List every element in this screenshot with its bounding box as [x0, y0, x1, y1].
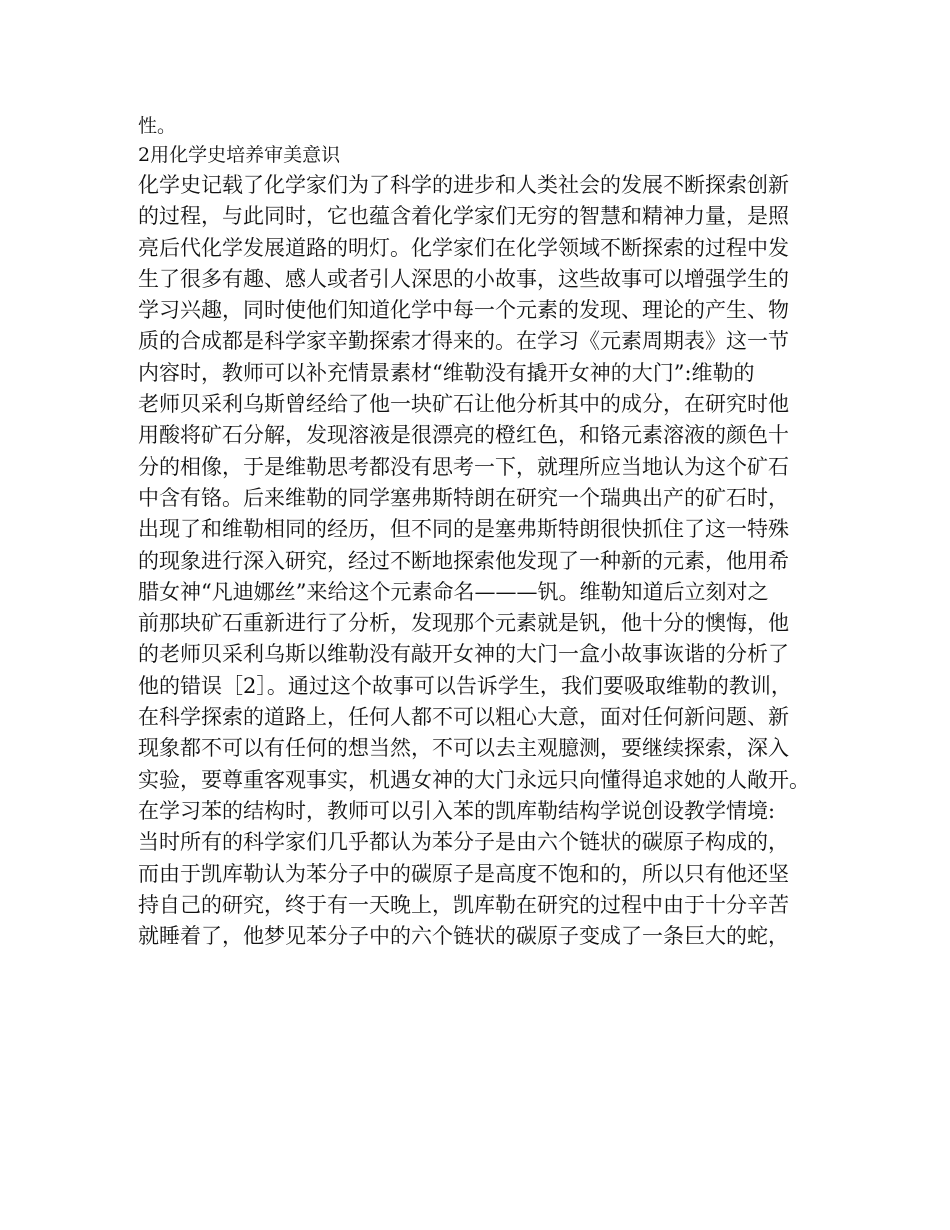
text-line: 持自己的研究，终于有一天晚上，凯库勒在研究的过程中由于十分辛苦	[138, 892, 789, 917]
text-line: 用酸将矿石分解，发现溶液是很漂亮的橙红色，和铬元素溶液的颜色十	[138, 423, 789, 448]
text-line: 老师贝采利乌斯曾经给了他一块矿石让他分析其中的成分，在研究时他	[138, 392, 789, 417]
section-heading: 2用化学史培养审美意识	[138, 144, 341, 166]
text-line: 在学习苯的结构时，教师可以引入苯的凯库勒结构学说创设教学情境:	[138, 798, 776, 823]
text-line: 腊女神“凡迪娜丝”来给这个元素命名———钒。维勒知道后立刻对之	[138, 579, 769, 604]
text-line: 内容时，教师可以补充情景素材“维勒没有撬开女神的大门”:维勒的	[138, 360, 755, 385]
text-line: 就睡着了，他梦见苯分子中的六个链状的碳原子变成了一条巨大的蛇，	[138, 924, 789, 949]
text-line: 生了很多有趣、感人或者引人深思的小故事，这些故事可以增强学生的	[138, 266, 789, 291]
text-line: 现象都不可以有任何的想当然，不可以去主观臆测，要继续探索，深入	[138, 736, 789, 761]
body-text	[138, 113, 818, 952]
text-line: 的老师贝采利乌斯以维勒没有敲开女神的大门一盒小故事诙谐的分析了	[138, 642, 789, 667]
text-line: 亮后代化学发展道路的明灯。化学家们在化学领域不断探索的过程中发	[138, 235, 789, 260]
text-line: 而由于凯库勒认为苯分子中的碳原子是高度不饱和的，所以只有他还坚	[138, 861, 789, 886]
text-line: 中含有铬。后来维勒的同学塞弗斯特朗在研究一个瑞典出产的矿石时，	[138, 485, 789, 510]
text-line: 前那块矿石重新进行了分析，发现那个元素就是钒，他十分的懊悔，他	[138, 611, 789, 636]
text-line: 实验，要尊重客观事实，机遇女神的大门永远只向懂得追求她的人敞开。	[138, 767, 810, 792]
text-line: 分的相像，于是维勒思考都没有思考一下，就理所应当地认为这个矿石	[138, 454, 789, 479]
text-line: 在科学探索的道路上，任何人都不可以粗心大意，面对任何新问题、新	[138, 705, 789, 730]
text-line: 质的合成都是科学家辛勤探索才得来的。在学习《元素周期表》这一节	[138, 329, 789, 354]
text-line: 当时所有的科学家们几乎都认为苯分子是由六个链状的碳原子构成的，	[138, 830, 789, 855]
text-line: 性。	[138, 115, 177, 137]
text-line: 他的错误［2］。通过这个故事可以告诉学生，我们要吸取维勒的教训，	[138, 673, 792, 698]
text-line: 的现象进行深入研究，经过不断地探索他发现了一种新的元素，他用希	[138, 548, 789, 573]
text-line: 的过程，与此同时，它也蕴含着化学家们无穷的智慧和精神力量，是照	[138, 204, 789, 229]
text-line: 学习兴趣，同时使他们知道化学中每一个元素的发现、理论的产生、物	[138, 298, 789, 323]
text-line: 出现了和维勒相同的经历，但不同的是塞弗斯特朗很快抓住了这一特殊	[138, 517, 789, 542]
text-line: 化学史记载了化学家们为了科学的进步和人类社会的发展不断探索创新	[138, 173, 789, 197]
